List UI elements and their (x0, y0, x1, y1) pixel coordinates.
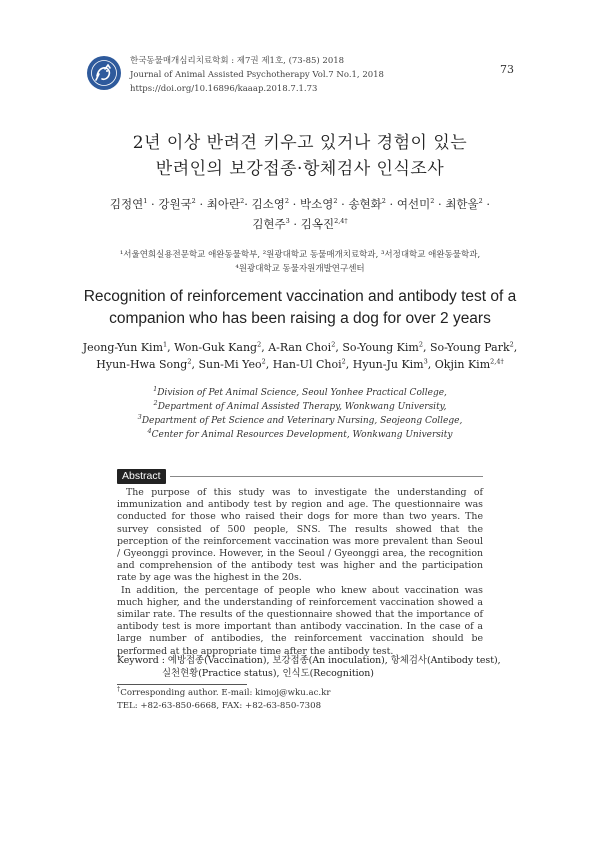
footnote-tel-fax: TEL: +82-63-850-6668, FAX: +82-63-850-7308 (117, 701, 322, 711)
english-author-affiliation-mark: 2 (418, 340, 423, 349)
title-english-line2: companion who has been raising a dog for over 2 years (109, 310, 491, 327)
affiliation-text: Division of Pet Animal Science, Seoul Yonhee Practical College, (157, 388, 447, 398)
affiliation-mark: 2 (153, 399, 158, 407)
english-author-name: Hyun-Ju Kim (352, 358, 424, 371)
authors-english-line1 (0, 342, 600, 353)
author-separator: , (191, 358, 199, 371)
abstract-paragraph-2: In addition, the percentage of people who knew about vaccination was much higher, and the understanding of reinforcement vaccination showed a similar rate. The results of the questionnaire showed that the importance of antibody test is more important than antibody vaccination. In the case of a large number of antibodies, the reinforcement vaccination should be performed at the appropriate time after the antibody test. (117, 584, 483, 657)
english-author-affiliation-mark: 2 (331, 340, 336, 349)
english-author-name: A-Ran Choi (268, 341, 332, 354)
affiliation-english-line (0, 413, 600, 426)
footnote-divider (117, 684, 247, 685)
author-separator: · (289, 217, 301, 231)
author-separator: , (261, 341, 269, 354)
korean-author-name: 최아란 (206, 197, 241, 211)
affiliations-korean-line2: ⁴원광대학교 동물자원개발연구센터 (235, 264, 365, 274)
keywords-label: Keyword : (117, 655, 165, 666)
abstract-divider (170, 476, 483, 477)
affiliation-english-line (0, 385, 600, 398)
author-separator: , (427, 358, 435, 371)
author-separator: · (482, 197, 491, 211)
korean-author-name: 강원국 (158, 197, 192, 211)
author-separator: , (513, 341, 518, 354)
author-separator: · (289, 197, 300, 211)
journal-name-english: Journal of Animal Assisted Psychotherapy Vol.7 No.1, 2018 (130, 70, 384, 80)
doi-link[interactable]: https://doi.org/10.16896/kaaap.2018.7.1.73 (130, 84, 318, 94)
korean-author-affiliation-mark: 2 (333, 197, 338, 206)
authors-english-line2 (0, 359, 600, 370)
affiliation-mark: 4 (147, 427, 152, 435)
title-korean-line1: 2년 이상 반려견 키우고 있거나 경험이 있는 (132, 133, 468, 153)
english-author-affiliation-mark: 2,4† (490, 357, 504, 366)
journal-logo (86, 55, 122, 91)
page-number: 73 (500, 63, 514, 76)
affiliation-english-line (0, 427, 600, 440)
english-author-affiliation-mark: 2 (261, 357, 266, 366)
abstract-label: Abstract (117, 469, 166, 484)
korean-author-name: 김정연 (109, 197, 144, 211)
korean-author-name: 김현주 (252, 217, 286, 231)
korean-author-affiliation-mark: 3 (285, 217, 290, 226)
korean-author-name: 여선미 (396, 197, 431, 211)
affiliations-korean-line1: ¹서울연희실용전문학교 애완동물학부, ²원광대학교 동물매개치료학과, ³서정대학교 애완동물학과, (119, 250, 481, 260)
korean-author-affiliation-mark: 2 (240, 197, 245, 206)
english-author-affiliation-mark: 2 (257, 340, 262, 349)
english-author-affiliation-mark: 2 (509, 340, 514, 349)
korean-author-name: 김소영 (251, 197, 285, 211)
author-separator: · (337, 197, 349, 211)
keywords-line1 (117, 656, 501, 665)
abstract-body (117, 487, 483, 658)
english-author-affiliation-mark: 2 (341, 357, 346, 366)
authors-korean-line1 (0, 199, 600, 211)
affiliation-text: Department of Animal Assisted Therapy, Wonkwang University, (157, 402, 447, 412)
author-separator: , (335, 341, 343, 354)
english-author-name: Han-Ul Choi (272, 358, 342, 371)
author-separator: , (422, 341, 430, 354)
affiliation-mark: 1 (153, 385, 158, 393)
title-korean-line2: 반려인의 보강접종·항체검사 인식조사 (155, 159, 445, 179)
author-separator: · (244, 197, 252, 211)
english-author-affiliation-mark: 1 (163, 340, 168, 349)
keywords-list-1: 예방접종(Vaccination), 보강접종(An inoculation), 항체검사(Antibody test), (167, 655, 501, 666)
author-separator: · (434, 197, 446, 211)
dagger-mark: † (117, 685, 121, 694)
english-author-name: Jeong-Yun Kim (82, 341, 164, 354)
english-author-affiliation-mark: 2 (187, 357, 192, 366)
authors-korean-line2 (0, 219, 600, 231)
korean-author-name: 최한울 (445, 197, 479, 211)
author-separator: , (265, 358, 273, 371)
english-author-name: Won-Guk Kang (174, 341, 258, 354)
korean-author-name: 박소영 (300, 197, 334, 211)
affiliation-text: Center for Animal Resources Development, Wonkwang University (151, 430, 453, 440)
english-author-affiliation-mark: 3 (423, 357, 428, 366)
korean-author-affiliation-mark: 2 (430, 197, 435, 206)
affiliation-mark: 3 (137, 413, 142, 421)
english-author-name: So-Young Park (429, 341, 510, 354)
journal-name-korean: 한국동물매개심리치료학회 : 제7권 제1호, (73-85) 2018 (130, 56, 345, 66)
corresponding-email: Corresponding author. E-mail: kimoj@wku.ac.kr (120, 688, 331, 698)
korean-author-affiliation-mark: 2 (381, 197, 386, 206)
author-separator: , (345, 358, 353, 371)
english-author-name: So-Young Kim (342, 341, 419, 354)
author-separator: · (195, 197, 207, 211)
english-author-name: Okjin Kim (434, 358, 491, 371)
footnote-corresponding (117, 685, 331, 698)
english-author-name: Hyun-Hwa Song (96, 358, 188, 371)
title-english-line1: Recognition of reinforcement vaccination and antibody test of a (83, 288, 517, 305)
korean-author-affiliation-mark: 2 (478, 197, 483, 206)
korean-author-name: 김옥진 (300, 217, 335, 231)
korean-author-affiliation-mark: 1 (143, 197, 148, 206)
korean-author-name: 송현화 (348, 197, 382, 211)
english-author-name: Sun-Mi Yeo (198, 358, 262, 371)
author-separator: · (385, 197, 397, 211)
affiliation-text: Department of Pet Science and Veterinary Nursing, Seojeong College, (141, 416, 463, 426)
abstract-paragraph-1: The purpose of this study was to investigate the understanding of immunization and antibody test by region and age. The questionnaire was conducted for those who raised their dogs for more than two years. The survey consisted of 500 people, SNS. The results showed that the perception of the reinforcement vaccination was more prevalent than Seoul / Gyeonggi province. However, in the Seoul / Gyeonggi area, the recognition and comprehension of the antibody test was higher and the participation rate by age was the highest in the 20s. (117, 487, 483, 584)
author-separator: , (167, 341, 175, 354)
keywords-list-2: 실천현황(Practice status), 인식도(Recognition) (162, 668, 374, 679)
author-separator: · (147, 197, 159, 211)
korean-author-affiliation-mark: 2,4† (334, 217, 348, 226)
korean-author-affiliation-mark: 2 (191, 197, 196, 206)
korean-author-affiliation-mark: 2 (284, 197, 290, 206)
affiliation-english-line (0, 399, 600, 412)
